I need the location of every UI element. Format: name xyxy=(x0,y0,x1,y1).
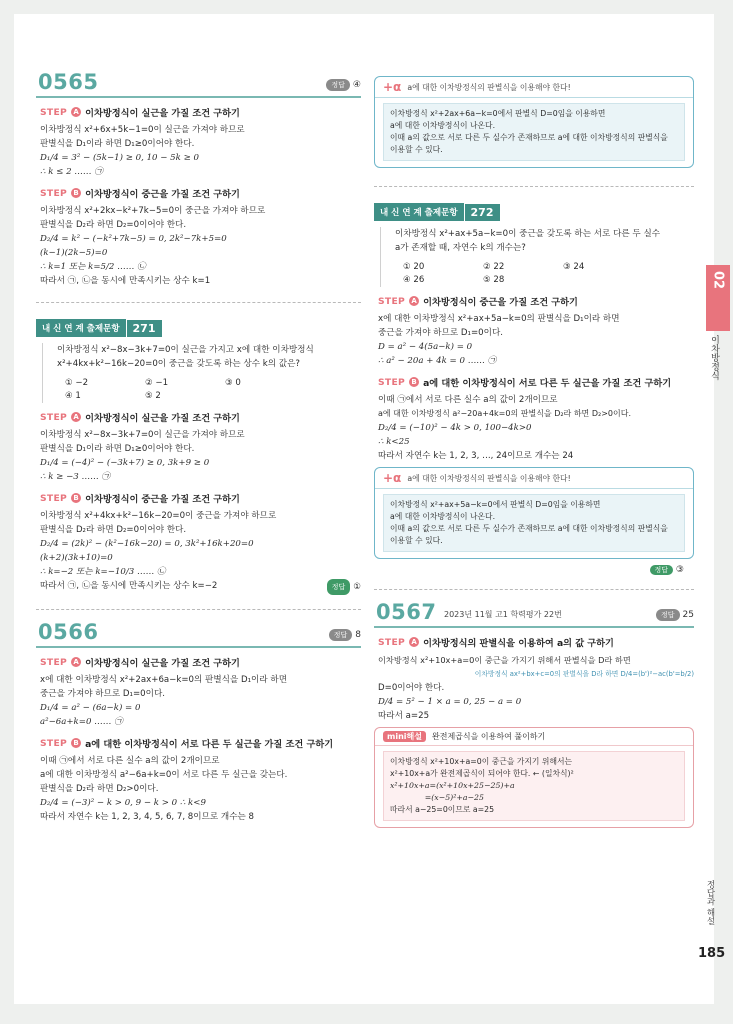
text-line: 이때 ㉠에서 서로 다른 실수 a의 값이 2개이므로 xyxy=(40,756,220,766)
text-line: 이차방정식 x²+10x+a=0이 중근을 가지기 위해서 판별식을 D라 하면 xyxy=(378,655,631,665)
mini-line: =(x−5)²+a−25 xyxy=(390,793,484,802)
related-number: 271 xyxy=(127,320,162,337)
hint-line: 이용할 수 있다. xyxy=(390,536,443,545)
question-line: 이차방정식 x²+ax+5a−k=0이 중근을 갖도록 하는 서로 다른 두 실수 xyxy=(395,229,661,239)
text-line: 따라서 a=25 xyxy=(378,711,430,721)
step-tag: STEP xyxy=(40,411,68,423)
step-letter: A xyxy=(71,657,81,667)
answer-value: 25 xyxy=(682,610,694,620)
answer-label: 정답 xyxy=(326,79,350,91)
step-title: 이차방정식이 실근을 가질 조건 구하기 xyxy=(85,108,240,119)
mini-title: 완전제곱식을 이용하여 풀이하기 xyxy=(431,732,546,741)
math-line: ∴ k=−2 또는 k=−10/3 …… ㉡ xyxy=(40,567,166,577)
hint-line: 이용할 수 있다. xyxy=(390,145,443,154)
text-line: D=0이어야 한다. xyxy=(378,683,445,693)
problem-source: 2023년 11월 고1 학력평가 22번 xyxy=(444,610,562,619)
step-a xyxy=(40,410,361,424)
text-line: 판별식을 D₁이라 하면 D₁≥0이어야 한다. xyxy=(40,139,195,149)
math-line: D₂/4 = (−3)² − k > 0, 9 − k > 0 ∴ k<9 xyxy=(40,798,206,808)
problem-header-0567 xyxy=(374,602,694,628)
text-line: 따라서 ㉠, ㉡을 동시에 만족시키는 상수 k=1 xyxy=(40,276,211,286)
mini-header xyxy=(375,728,693,746)
math-line: ∴ a² − 20a + 4k = 0 …… ㉠ xyxy=(378,356,497,366)
math-line: a²−6a+k=0 …… ㉠ xyxy=(40,717,123,727)
choices xyxy=(65,377,361,403)
math-line: ∴ k<25 xyxy=(378,437,410,447)
math-line: D₂/4 = (2k)² − (k²−16k−20) = 0, 3k²+16k+20=0 xyxy=(40,539,254,549)
answer-value: 8 xyxy=(355,630,361,640)
plus-alpha-icon: +α xyxy=(383,471,402,485)
hint-title: a에 대한 이차방정식의 판별식을 이용해야 한다! xyxy=(407,82,571,92)
problem-header-0566 xyxy=(36,622,361,648)
chapter-tab xyxy=(706,265,730,331)
step-tag: STEP xyxy=(40,656,68,668)
step-title: 이차방정식이 실근을 가질 조건 구하기 xyxy=(85,658,240,669)
math-line: (k+2)(3k+10)=0 xyxy=(40,553,113,563)
hint-line: 이때 a의 값으로 서로 다른 두 실수가 존재하므로 a에 대한 이차방정식의 판별식을 xyxy=(390,133,668,142)
choice: ① −2 xyxy=(65,378,89,388)
related-number: 272 xyxy=(465,204,500,221)
step-tag: STEP xyxy=(40,492,68,504)
step-b xyxy=(40,736,361,750)
text-line: 이차방정식 x²+4kx+k²−16k−20=0이 중근을 가져야 하므로 xyxy=(40,511,277,521)
text-line: 중근을 가져야 하므로 D₁=0이다. xyxy=(378,328,503,338)
hint-line: a에 대한 이차방정식이 나온다. xyxy=(390,512,496,521)
chapter-title: 이차방정식 xyxy=(709,335,719,380)
math-line: ∴ k=1 또는 k=5/2 …… ㉡ xyxy=(40,262,146,272)
text-line: a에 대한 이차방정식 a²−6a+k=0이 서로 다른 두 실근을 갖는다. xyxy=(40,770,288,780)
choices xyxy=(403,261,694,287)
step-a xyxy=(40,105,361,119)
mini-body xyxy=(383,751,685,821)
text-line: 판별식을 D₁이라 하면 D₁≥0이어야 한다. xyxy=(40,444,195,454)
hint-header xyxy=(375,77,693,98)
choice: ③ 24 xyxy=(563,262,585,272)
answer-label: 정답 xyxy=(329,629,353,641)
step-title: 이차방정식이 실근을 가질 조건 구하기 xyxy=(85,413,240,424)
text-line: x에 대한 이차방정식 x²+2ax+6a−k=0의 판별식을 D₁이라 하면 xyxy=(40,675,287,685)
text-line: 이차방정식 x²−8x−3k+7=0이 실근을 가져야 하므로 xyxy=(40,430,245,440)
text-line xyxy=(40,579,361,595)
formula-note: 이차방정식 ax²+bx+c=0의 판별식을 D라 하면 D/4=(b')²−ac(b'=b/2) xyxy=(474,670,694,678)
math-line: D₂/4 = k² − (−k²+7k−5) = 0, 2k²−7k+5=0 xyxy=(40,234,227,244)
hint-box xyxy=(374,467,694,559)
related-question xyxy=(42,343,361,403)
answer-label: 정답 xyxy=(327,579,351,595)
step-letter: B xyxy=(71,738,81,748)
divider xyxy=(374,589,694,590)
text-line: 판별식을 D₂라 하면 D₂=0이어야 한다. xyxy=(40,220,187,230)
step-title: a에 대한 이차방정식이 서로 다른 두 실근을 가질 조건 구하기 xyxy=(423,378,672,389)
problem-number: 0567 xyxy=(376,600,437,624)
text-line: 중근을 가져야 하므로 D₁=0이다. xyxy=(40,689,165,699)
step-a xyxy=(40,655,361,669)
choice: ③ 0 xyxy=(225,378,241,388)
step-title: a에 대한 이차방정식이 서로 다른 두 실근을 가질 조건 구하기 xyxy=(85,739,334,750)
math-line: ∴ k ≥ −3 …… ㉠ xyxy=(40,472,110,482)
related-label: 내 신 연 계 출제문항 xyxy=(374,203,464,221)
page-number: 185 xyxy=(698,946,726,961)
mini-tag: mini해설 xyxy=(383,731,426,742)
problem-number: 0565 xyxy=(38,70,99,94)
step-title: 이차방정식의 판별식을 이용하여 a의 값 구하기 xyxy=(423,638,614,649)
answer-label: 정답 xyxy=(656,609,680,621)
answer xyxy=(329,629,361,641)
step-letter: A xyxy=(71,107,81,117)
step-title: 이차방정식이 중근을 가질 조건 구하기 xyxy=(85,494,240,505)
choice: ② 22 xyxy=(483,262,505,272)
related-problem-bar xyxy=(374,203,500,221)
answer xyxy=(327,579,361,595)
text-line: a에 대한 이차방정식 a²−20a+4k=0의 판별식을 D₂라 하면 D₂>0이다. xyxy=(378,409,631,418)
problem-header-0565 xyxy=(36,72,361,98)
choice: ⑤ 2 xyxy=(145,391,161,401)
hint-body xyxy=(383,494,685,552)
step-letter: A xyxy=(71,412,81,422)
step-tag: STEP xyxy=(378,295,406,307)
hint-line: 이차방정식 x²+ax+5a−k=0에서 판별식 D=0임을 이용하면 xyxy=(390,500,601,509)
step-b xyxy=(40,186,361,200)
step-letter: B xyxy=(71,493,81,503)
step-tag: STEP xyxy=(378,636,406,648)
step-b xyxy=(378,375,694,389)
text-line: 이차방정식 x²+6x+5k−1=0이 실근을 가져야 하므로 xyxy=(40,125,245,135)
related-question xyxy=(380,227,694,287)
math-line: D/4 = 5² − 1 × a = 0, 25 − a = 0 xyxy=(378,697,522,707)
math-line: (k−1)(2k−5)=0 xyxy=(40,248,108,258)
math-line: D₁/4 = 3² − (5k−1) ≥ 0, 10 − 5k ≥ 0 xyxy=(40,153,199,163)
step-tag: STEP xyxy=(378,376,406,388)
answer-value: ③ xyxy=(675,565,684,575)
step-letter: A xyxy=(409,296,419,306)
text-line: 이때 ㉠에서 서로 다른 실수 a의 값이 2개이므로 xyxy=(378,395,558,405)
hint-header xyxy=(375,468,693,489)
mini-line: x²+10x+a가 완전제곱식이 되어야 한다. ← (일차식)² xyxy=(390,769,574,778)
choice: ① 20 xyxy=(403,262,425,272)
step-title: 이차방정식이 중근을 가질 조건 구하기 xyxy=(85,189,240,200)
step-b xyxy=(40,491,361,505)
choice: ② −1 xyxy=(145,378,169,388)
text-line: 따라서 자연수 k는 1, 2, 3, …, 24이므로 개수는 24 xyxy=(378,451,574,461)
mini-line: x²+10x+a=(x²+10x+25−25)+a xyxy=(390,781,515,790)
section-label: 정답과 해설 xyxy=(705,880,715,926)
answer-value: ④ xyxy=(352,80,361,90)
math-line: D₁/4 = (−4)² − (−3k+7) ≥ 0, 3k+9 ≥ 0 xyxy=(40,458,210,468)
conclusion: 따라서 ㉠, ㉡을 동시에 만족시키는 상수 k=−2 xyxy=(40,581,218,591)
related-problem-bar xyxy=(36,319,162,337)
left-column xyxy=(36,72,361,824)
step-title: 이차방정식이 중근을 가질 조건 구하기 xyxy=(423,297,578,308)
choice: ④ 1 xyxy=(65,391,81,401)
math-line: D₂/4 = (−10)² − 4k > 0, 100−4k>0 xyxy=(378,423,532,433)
step-letter: B xyxy=(71,188,81,198)
choice: ④ 26 xyxy=(403,275,425,285)
question-line: 이차방정식 x²−8x−3k+7=0이 실근을 가지고 x에 대한 이차방정식 xyxy=(57,345,314,355)
step-a xyxy=(378,635,694,649)
related-label: 내 신 연 계 출제문항 xyxy=(36,319,126,337)
step-a xyxy=(378,294,694,308)
hint-box xyxy=(374,76,694,168)
text-line: 판별식을 D₂라 하면 D₂>0이다. xyxy=(40,784,159,794)
divider xyxy=(36,302,361,303)
math-line: ∴ k ≤ 2 …… ㉠ xyxy=(40,167,103,177)
hint-line: a에 대한 이차방정식이 나온다. xyxy=(390,121,496,130)
step-letter: A xyxy=(409,637,419,647)
divider xyxy=(36,609,361,610)
text-line: 판별식을 D₂라 하면 D₂=0이어야 한다. xyxy=(40,525,187,535)
problem-number: 0566 xyxy=(38,620,99,644)
page xyxy=(14,14,714,1004)
text-line: 이차방정식 x²+2kx−k²+7k−5=0이 중근을 가져야 하므로 xyxy=(40,206,266,216)
step-letter: B xyxy=(409,377,419,387)
hint-title: a에 대한 이차방정식의 판별식을 이용해야 한다! xyxy=(407,473,571,483)
right-column xyxy=(374,76,694,828)
answer-label: 정답 xyxy=(650,565,674,575)
step-tag: STEP xyxy=(40,106,68,118)
text-line: x에 대한 이차방정식 x²+ax+5a−k=0의 판별식을 D₁이라 하면 xyxy=(378,314,620,324)
chapter-number: 02 xyxy=(710,271,726,290)
answer-value: ① xyxy=(353,582,361,592)
divider xyxy=(374,186,694,187)
math-line: D = a² − 4(5a−k) = 0 xyxy=(378,342,473,352)
hint-line: 이차방정식 x²+2ax+6a−k=0에서 판별식 D=0임을 이용하면 xyxy=(390,109,606,118)
plus-alpha-icon: +α xyxy=(383,80,402,94)
answer xyxy=(374,565,684,575)
text-line: 따라서 자연수 k는 1, 2, 3, 4, 5, 6, 7, 8이므로 개수는 8 xyxy=(40,812,255,822)
choice: ⑤ 28 xyxy=(483,275,505,285)
answer xyxy=(656,609,694,621)
question-line: x²+4kx+k²−16k−20=0이 중근을 갖도록 하는 상수 k의 값은? xyxy=(57,359,300,369)
question-line: a가 존재할 때, 자연수 k의 개수는? xyxy=(395,243,526,253)
step-tag: STEP xyxy=(40,737,68,749)
hint-line: 이때 a의 값으로 서로 다른 두 실수가 존재하므로 a에 대한 이차방정식의 판별식을 xyxy=(390,524,668,533)
mini-solution-box xyxy=(374,727,694,828)
mini-line: 이차방정식 x²+10x+a=0이 중근을 가지기 위해서는 xyxy=(390,757,573,766)
answer xyxy=(326,79,361,91)
math-line: D₁/4 = a² − (6a−k) = 0 xyxy=(40,703,141,713)
hint-body xyxy=(383,103,685,161)
mini-line: 따라서 a−25=0이므로 a=25 xyxy=(390,805,495,814)
step-tag: STEP xyxy=(40,187,68,199)
